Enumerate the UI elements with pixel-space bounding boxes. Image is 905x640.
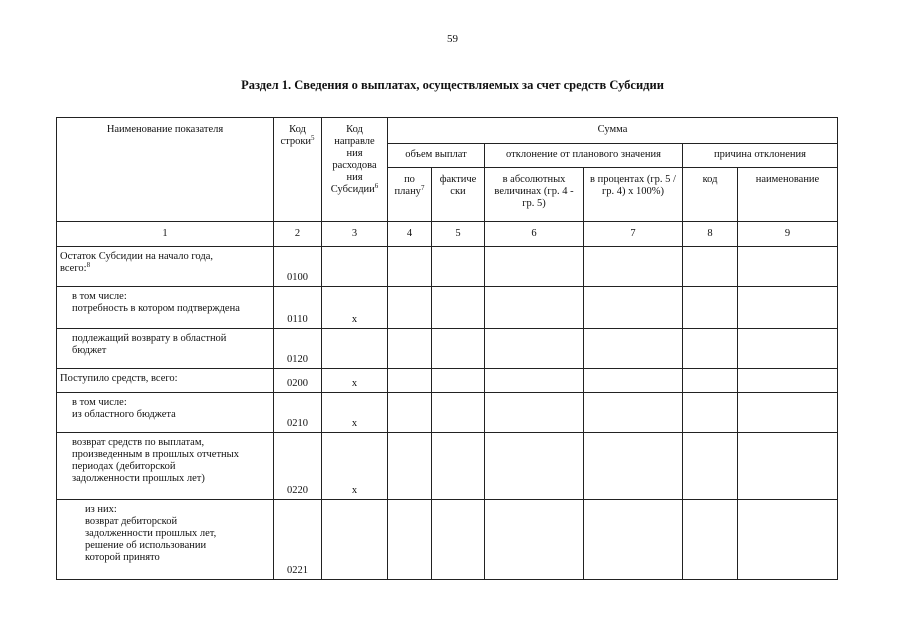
- header-abs: в абсолютных величинах (гр. 4 - гр. 5): [485, 168, 584, 222]
- header-direction-l1: Код: [346, 124, 363, 135]
- value-cell: [432, 369, 485, 393]
- value-cell: [738, 287, 838, 329]
- header-code: [274, 118, 322, 222]
- value-cell: [432, 500, 485, 580]
- row-name-line: возврат дебиторской: [85, 516, 178, 528]
- header-direction-note: 6: [374, 182, 379, 191]
- row-name: [57, 393, 274, 433]
- header-direction-l4: расходова: [332, 160, 377, 172]
- row-direction: x: [322, 369, 388, 393]
- header-payments: объем выплат: [388, 144, 485, 168]
- row-code: 0221: [274, 500, 322, 580]
- value-cell: [738, 369, 838, 393]
- value-cell: [432, 329, 485, 369]
- row-name-line: в том числе:: [72, 291, 127, 302]
- row-code: 0200: [274, 369, 322, 393]
- header-direction-l2: направле: [334, 136, 375, 148]
- row-direction: x: [322, 287, 388, 329]
- value-cell: [584, 433, 683, 500]
- col-number: 6: [485, 222, 584, 247]
- value-cell: [432, 393, 485, 433]
- header-deviation: отклонение от планового значения: [485, 144, 683, 168]
- row-name-line: из областного бюджета: [72, 409, 176, 421]
- value-cell: [683, 433, 738, 500]
- value-cell: [584, 393, 683, 433]
- row-name-line: подлежащий возврату в областной: [72, 333, 227, 344]
- row-code: 0220: [274, 433, 322, 500]
- value-cell: [584, 247, 683, 287]
- column-numbers-row: [57, 222, 838, 247]
- value-cell: [388, 247, 432, 287]
- row-name-line: бюджет: [72, 345, 107, 357]
- table-row: [57, 287, 838, 329]
- subsidy-payments-table: [56, 117, 838, 580]
- row-name: [57, 329, 274, 369]
- value-cell: [432, 287, 485, 329]
- value-cell: [584, 287, 683, 329]
- row-name-line: периодах (дебиторской: [72, 461, 176, 473]
- value-cell: [683, 287, 738, 329]
- row-name-line: в том числе:: [72, 397, 127, 408]
- header-code-text: Код строки: [280, 124, 312, 148]
- value-cell: [584, 500, 683, 580]
- table-row: [57, 369, 838, 393]
- row-name-line: возврат средств по выплатам,: [72, 437, 205, 448]
- value-cell: [485, 247, 584, 287]
- table-row: [57, 393, 838, 433]
- value-cell: [432, 433, 485, 500]
- header-plan-l1: по: [404, 174, 415, 185]
- value-cell: [388, 500, 432, 580]
- value-cell: [388, 287, 432, 329]
- row-code: 0100: [274, 247, 322, 287]
- value-cell: [738, 247, 838, 287]
- value-cell: [485, 287, 584, 329]
- header-plan-note: 7: [420, 184, 425, 193]
- header-sum: Сумма: [388, 118, 838, 144]
- value-cell: [388, 369, 432, 393]
- row-name-line: решение об использовании: [85, 540, 207, 552]
- row-name-line: задолженности прошлых лет): [72, 473, 205, 485]
- row-code: 0210: [274, 393, 322, 433]
- value-cell: [738, 433, 838, 500]
- row-name-line: Поступило средств, всего:: [60, 373, 178, 384]
- value-cell: [738, 393, 838, 433]
- row-name: [57, 247, 274, 287]
- header-reason-name: наименование: [738, 168, 838, 222]
- header-plan-l2: плану: [394, 186, 421, 198]
- row-name-line: потребность в котором подтверждена: [72, 303, 240, 315]
- value-cell: [738, 500, 838, 580]
- row-name-line: задолженности прошлых лет,: [85, 528, 217, 540]
- row-name-line: из них:: [85, 504, 117, 515]
- value-cell: [388, 329, 432, 369]
- value-cell: [584, 369, 683, 393]
- row-name-line: произведенным в прошлых отчетных: [72, 449, 239, 461]
- table-row: [57, 329, 838, 369]
- row-name-line: которой принято: [85, 552, 160, 564]
- table-row: [57, 433, 838, 500]
- row-note: 8: [86, 261, 91, 270]
- value-cell: [485, 433, 584, 500]
- row-direction: [322, 329, 388, 369]
- header-direction-l5: ния: [346, 172, 363, 184]
- col-number: 7: [584, 222, 683, 247]
- value-cell: [485, 393, 584, 433]
- col-number: 3: [322, 222, 388, 247]
- value-cell: [388, 433, 432, 500]
- value-cell: [683, 500, 738, 580]
- header-reason-code: код: [683, 168, 738, 222]
- col-number: 2: [274, 222, 322, 247]
- col-number: 4: [388, 222, 432, 247]
- col-number: 1: [57, 222, 274, 247]
- value-cell: [738, 329, 838, 369]
- row-name: [57, 500, 274, 580]
- header-direction-l6: Субсидии: [330, 184, 375, 196]
- value-cell: [683, 247, 738, 287]
- row-direction: [322, 500, 388, 580]
- row-code: 0120: [274, 329, 322, 369]
- value-cell: [584, 329, 683, 369]
- header-direction-l3: ния: [346, 148, 363, 160]
- row-direction: x: [322, 393, 388, 433]
- row-direction: [322, 247, 388, 287]
- col-number: 8: [683, 222, 738, 247]
- col-number: 9: [738, 222, 838, 247]
- row-direction: x: [322, 433, 388, 500]
- section-title: Раздел 1. Сведения о выплатах, осуществляемых за счет средств Субсидии: [241, 78, 664, 92]
- header-code-note: 5: [311, 134, 315, 143]
- header-pct: в процентах (гр. 5 / гр. 4) х 100%): [584, 168, 683, 222]
- header-direction: [322, 118, 388, 222]
- header-fact: фактиче ски: [432, 168, 485, 222]
- row-name: [57, 433, 274, 500]
- value-cell: [485, 500, 584, 580]
- value-cell: [388, 393, 432, 433]
- row-name: [57, 287, 274, 329]
- header-name: Наименование показателя: [57, 118, 274, 222]
- row-name-line: всего:: [60, 263, 87, 275]
- value-cell: [683, 393, 738, 433]
- value-cell: [432, 247, 485, 287]
- col-number: 5: [432, 222, 485, 247]
- value-cell: [485, 329, 584, 369]
- table-row: [57, 247, 838, 287]
- row-name-line: Остаток Субсидии на начало года,: [60, 251, 213, 262]
- header-reason: причина отклонения: [683, 144, 838, 168]
- header-plan: [388, 168, 432, 222]
- value-cell: [683, 329, 738, 369]
- row-name: [57, 369, 274, 393]
- row-code: 0110: [274, 287, 322, 329]
- page-number: 59: [447, 33, 458, 45]
- table-row: [57, 500, 838, 580]
- value-cell: [683, 369, 738, 393]
- value-cell: [485, 369, 584, 393]
